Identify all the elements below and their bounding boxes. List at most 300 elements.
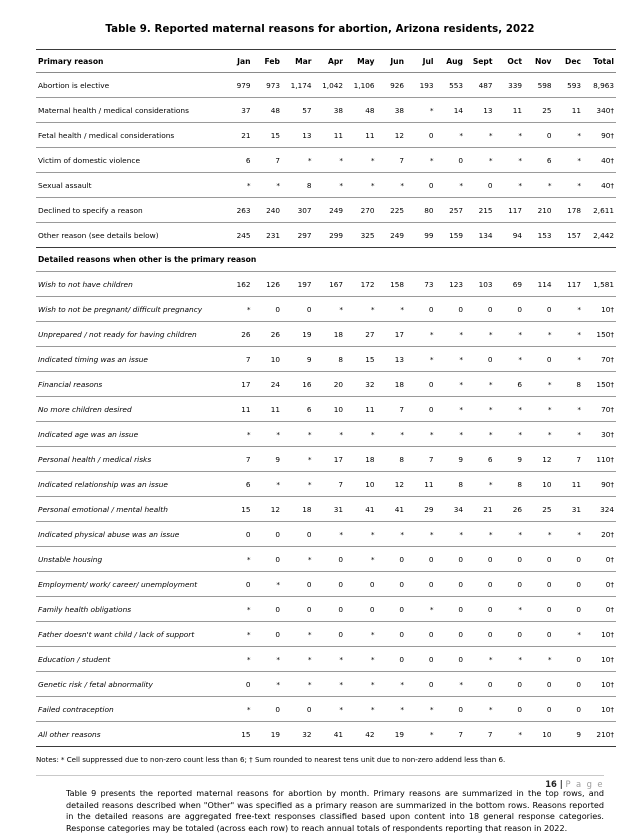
section-header-label: Detailed reasons when other is the primary reason xyxy=(36,248,616,272)
table-head xyxy=(36,50,616,73)
column-header-apr: Apr xyxy=(314,50,346,73)
table-cell: * xyxy=(524,397,554,422)
table-cell: * xyxy=(436,522,466,547)
table-cell: * xyxy=(282,148,314,173)
table-cell: * xyxy=(465,422,495,447)
table-row xyxy=(36,597,616,622)
table-cell: * xyxy=(554,173,584,198)
table-row xyxy=(36,397,616,422)
table-row xyxy=(36,198,616,223)
table-cell: * xyxy=(436,322,466,347)
table-cell: 2,611 xyxy=(583,198,616,223)
table-cell: 70† xyxy=(583,347,616,372)
table-cell: * xyxy=(345,422,377,447)
table-cell: 114 xyxy=(524,272,554,297)
table-cell: 1,106 xyxy=(345,73,377,98)
narrative-paragraph: Table 9 presents the reported maternal reasons for abortion by month. Primary reasons are summarized in the top rows, and detailed reasons described when "Other" was specified as a primary reason are summarized in the bottom rows. Reasons reported in the detailed reasons are aggregated free-text responses classified based upon content into 18 general response categories. Response categories may be totaled (across each row) to reach annual totals of respondents reporting that reason in 2022. xyxy=(66,788,604,833)
table-cell: 117 xyxy=(554,272,584,297)
page-footer xyxy=(36,775,604,789)
table-cell: 0 xyxy=(282,297,314,322)
table-cell: 0 xyxy=(406,547,436,572)
table-cell: * xyxy=(554,622,584,647)
table-cell: 9 xyxy=(554,722,584,747)
table-cell: * xyxy=(377,672,407,697)
table-row xyxy=(36,223,616,248)
table-cell: 270 xyxy=(345,198,377,223)
table-cell: 0 xyxy=(465,173,495,198)
table-cell: * xyxy=(465,372,495,397)
table-cell: * xyxy=(223,647,253,672)
column-header-feb: Feb xyxy=(253,50,283,73)
table-cell: * xyxy=(345,522,377,547)
table-cell: 0 xyxy=(554,572,584,597)
table-cell: 0 xyxy=(406,372,436,397)
table-cell: * xyxy=(253,672,283,697)
table-cell: 0 xyxy=(406,622,436,647)
table-cell: 21 xyxy=(223,123,253,148)
table-cell: * xyxy=(554,397,584,422)
table-cell: 6 xyxy=(524,148,554,173)
row-label: Unstable housing xyxy=(36,547,223,572)
row-label: Other reason (see details below) xyxy=(36,223,223,248)
table-cell: * xyxy=(406,322,436,347)
table-cell: 0 xyxy=(377,547,407,572)
table-cell: * xyxy=(495,123,525,148)
table-cell: 0 xyxy=(524,297,554,322)
table-cell: 0 xyxy=(314,597,346,622)
table-cell: 245 xyxy=(223,223,253,248)
table-cell: 197 xyxy=(282,272,314,297)
table-cell: * xyxy=(282,422,314,447)
table-cell: 7 xyxy=(223,347,253,372)
row-label: Indicated age was an issue xyxy=(36,422,223,447)
table-cell: * xyxy=(465,397,495,422)
table-cell: 210† xyxy=(583,722,616,747)
table-cell: 324 xyxy=(583,497,616,522)
table-cell: 18 xyxy=(377,372,407,397)
table-cell: 10† xyxy=(583,647,616,672)
table-cell: * xyxy=(345,647,377,672)
table-cell: * xyxy=(406,722,436,747)
table-cell: 0 xyxy=(465,622,495,647)
table-cell: 11 xyxy=(406,472,436,497)
table-cell: * xyxy=(436,173,466,198)
table-cell: 99 xyxy=(406,223,436,248)
row-label: Personal emotional / mental health xyxy=(36,497,223,522)
table-cell: * xyxy=(314,522,346,547)
table-cell: 80 xyxy=(406,198,436,223)
table-cell: 593 xyxy=(554,73,584,98)
table-cell: * xyxy=(554,522,584,547)
table-cell: 10† xyxy=(583,672,616,697)
table-row xyxy=(36,123,616,148)
table-cell: 158 xyxy=(377,272,407,297)
table-row xyxy=(36,572,616,597)
table-cell: * xyxy=(406,347,436,372)
table-cell: 9 xyxy=(436,447,466,472)
table-body xyxy=(36,73,616,747)
row-label: Wish to not be pregnant/ difficult pregnancy xyxy=(36,297,223,322)
table-container xyxy=(0,49,640,747)
table-cell: * xyxy=(253,173,283,198)
table-cell: 90† xyxy=(583,472,616,497)
table-cell: 7 xyxy=(436,722,466,747)
table-cell: 27 xyxy=(345,322,377,347)
table-cell: 69 xyxy=(495,272,525,297)
table-cell: 9 xyxy=(495,447,525,472)
table-cell: 162 xyxy=(223,272,253,297)
table-cell: 0 xyxy=(554,697,584,722)
table-cell: * xyxy=(314,173,346,198)
column-header-reason: Primary reason xyxy=(36,50,223,73)
table-cell: * xyxy=(406,597,436,622)
table-cell: 0 xyxy=(253,297,283,322)
table-cell: * xyxy=(282,447,314,472)
table-cell: 13 xyxy=(465,98,495,123)
table-cell: 13 xyxy=(282,123,314,148)
table-cell: 0 xyxy=(406,173,436,198)
table-cell: 11 xyxy=(495,98,525,123)
table-cell: 0 xyxy=(314,572,346,597)
table-cell: 178 xyxy=(554,198,584,223)
table-cell: 0 xyxy=(436,597,466,622)
table-cell: 0 xyxy=(495,297,525,322)
table-cell: 0 xyxy=(282,572,314,597)
table-cell: 10† xyxy=(583,622,616,647)
table-cell: 8 xyxy=(282,173,314,198)
table-cell: * xyxy=(282,472,314,497)
table-cell: 11 xyxy=(223,397,253,422)
row-label: Genetic risk / fetal abnormality xyxy=(36,672,223,697)
table-cell: 0 xyxy=(377,597,407,622)
table-cell: 73 xyxy=(406,272,436,297)
table-cell: * xyxy=(223,622,253,647)
table-cell: 8 xyxy=(554,372,584,397)
table-cell: * xyxy=(345,148,377,173)
table-cell: 21 xyxy=(465,497,495,522)
table-cell: * xyxy=(495,597,525,622)
table-cell: 6 xyxy=(223,472,253,497)
row-label: Financial reasons xyxy=(36,372,223,397)
row-label: Indicated physical abuse was an issue xyxy=(36,522,223,547)
row-label: Wish to not have children xyxy=(36,272,223,297)
column-header-jul: Jul xyxy=(406,50,436,73)
table-row xyxy=(36,98,616,123)
table-cell: 7 xyxy=(253,148,283,173)
table-cell: 0 xyxy=(282,597,314,622)
table-cell: 134 xyxy=(465,223,495,248)
table-row xyxy=(36,472,616,497)
table-cell: 0 xyxy=(465,672,495,697)
table-cell: * xyxy=(314,647,346,672)
row-label: Abortion is elective xyxy=(36,73,223,98)
row-label: Father doesn't want child / lack of support xyxy=(36,622,223,647)
row-label: All other reasons xyxy=(36,722,223,747)
table-cell: 0 xyxy=(436,572,466,597)
table-cell: * xyxy=(377,522,407,547)
table-cell: 1,042 xyxy=(314,73,346,98)
table-cell: * xyxy=(377,173,407,198)
table-cell: 7 xyxy=(465,722,495,747)
table-cell: 41 xyxy=(345,497,377,522)
column-header-aug: Aug xyxy=(436,50,466,73)
table-cell: 8 xyxy=(436,472,466,497)
table-cell: 126 xyxy=(253,272,283,297)
table-cell: 19 xyxy=(253,722,283,747)
page-label: P a g e xyxy=(565,779,604,789)
table-cell: 70† xyxy=(583,397,616,422)
table-cell: * xyxy=(282,622,314,647)
table-row xyxy=(36,73,616,98)
table-cell: * xyxy=(554,123,584,148)
table-cell: 12 xyxy=(377,472,407,497)
table-cell: * xyxy=(282,547,314,572)
table-cell: 26 xyxy=(253,322,283,347)
table-cell: 0 xyxy=(436,547,466,572)
column-header-mar: Mar xyxy=(282,50,314,73)
table-cell: * xyxy=(223,173,253,198)
table-cell: 0 xyxy=(524,697,554,722)
table-cell: 38 xyxy=(314,98,346,123)
table-cell: * xyxy=(345,297,377,322)
table-cell: 40† xyxy=(583,173,616,198)
table-cell: * xyxy=(524,173,554,198)
table-cell: 167 xyxy=(314,272,346,297)
table-cell: 18 xyxy=(314,322,346,347)
row-label: Indicated relationship was an issue xyxy=(36,472,223,497)
table-cell: 7 xyxy=(223,447,253,472)
table-cell: * xyxy=(465,472,495,497)
table-cell: 8 xyxy=(495,472,525,497)
table-cell: 16 xyxy=(282,372,314,397)
table-cell: 6 xyxy=(223,148,253,173)
table-cell: * xyxy=(495,647,525,672)
table-cell: 0 xyxy=(465,572,495,597)
table-cell: 0 xyxy=(377,622,407,647)
table-cell: 0 xyxy=(345,572,377,597)
table-cell: 6 xyxy=(282,397,314,422)
table-cell: 17 xyxy=(314,447,346,472)
row-label: Fetal health / medical considerations xyxy=(36,123,223,148)
table-cell: 0 xyxy=(253,597,283,622)
table-cell: 103 xyxy=(465,272,495,297)
table-cell: 973 xyxy=(253,73,283,98)
table-row xyxy=(36,422,616,447)
table-cell: 0 xyxy=(436,297,466,322)
table-cell: 19 xyxy=(377,722,407,747)
table-cell: 14 xyxy=(436,98,466,123)
table-cell: 42 xyxy=(345,722,377,747)
table-cell: 57 xyxy=(282,98,314,123)
table-cell: 11 xyxy=(345,123,377,148)
table-cell: 193 xyxy=(406,73,436,98)
table-cell: 0 xyxy=(436,148,466,173)
table-row xyxy=(36,522,616,547)
table-cell: 0 xyxy=(465,347,495,372)
table-cell: 11 xyxy=(554,472,584,497)
table-cell: * xyxy=(436,372,466,397)
table-cell: 38 xyxy=(377,98,407,123)
table-cell: * xyxy=(554,322,584,347)
table-cell: 10 xyxy=(524,722,554,747)
table-cell: 0 xyxy=(436,622,466,647)
table-cell: 7 xyxy=(314,472,346,497)
table-row xyxy=(36,148,616,173)
column-header-jan: Jan xyxy=(223,50,253,73)
table-cell: * xyxy=(314,148,346,173)
table-cell: 150† xyxy=(583,372,616,397)
table-cell: 10 xyxy=(253,347,283,372)
reasons-table xyxy=(36,49,616,747)
table-cell: 18 xyxy=(282,497,314,522)
table-cell: 249 xyxy=(377,223,407,248)
table-cell: 340† xyxy=(583,98,616,123)
row-label: Family health obligations xyxy=(36,597,223,622)
table-cell: 11 xyxy=(345,397,377,422)
table-cell: 1,174 xyxy=(282,73,314,98)
column-header-dec: Dec xyxy=(554,50,584,73)
table-cell: 0 xyxy=(554,672,584,697)
table-cell: 7 xyxy=(406,447,436,472)
table-cell: 18 xyxy=(345,447,377,472)
table-cell: 10 xyxy=(345,472,377,497)
table-cell: 0 xyxy=(554,597,584,622)
table-cell: 0† xyxy=(583,597,616,622)
table-cell: 0† xyxy=(583,572,616,597)
table-cell: 31 xyxy=(554,497,584,522)
table-cell: 0 xyxy=(406,297,436,322)
table-cell: 0 xyxy=(524,672,554,697)
table-header-row xyxy=(36,50,616,73)
table-cell: 0 xyxy=(223,672,253,697)
table-cell: 0 xyxy=(495,622,525,647)
table-cell: 172 xyxy=(345,272,377,297)
table-cell: 159 xyxy=(436,223,466,248)
table-cell: * xyxy=(253,647,283,672)
table-cell: 110† xyxy=(583,447,616,472)
table-row xyxy=(36,672,616,697)
table-cell: 0 xyxy=(314,622,346,647)
table-cell: 0 xyxy=(495,672,525,697)
table-cell: * xyxy=(495,148,525,173)
table-cell: * xyxy=(495,722,525,747)
table-cell: 157 xyxy=(554,223,584,248)
table-cell: 12 xyxy=(377,123,407,148)
table-cell: * xyxy=(314,297,346,322)
table-cell: 0 xyxy=(495,697,525,722)
column-header-jun: Jun xyxy=(377,50,407,73)
table-cell: 150† xyxy=(583,322,616,347)
table-cell: 210 xyxy=(524,198,554,223)
table-cell: 9 xyxy=(253,447,283,472)
table-row xyxy=(36,173,616,198)
table-cell: 26 xyxy=(223,322,253,347)
column-header-total: Total xyxy=(583,50,616,73)
table-cell: 0 xyxy=(524,572,554,597)
table-cell: 0 xyxy=(253,522,283,547)
table-cell: * xyxy=(253,472,283,497)
table-cell: 117 xyxy=(495,198,525,223)
table-cell: 297 xyxy=(282,223,314,248)
table-cell: * xyxy=(436,347,466,372)
table-cell: * xyxy=(524,647,554,672)
table-row xyxy=(36,447,616,472)
table-cell: * xyxy=(223,422,253,447)
table-cell: * xyxy=(524,422,554,447)
table-cell: 25 xyxy=(524,98,554,123)
table-row xyxy=(36,547,616,572)
table-cell: 24 xyxy=(253,372,283,397)
table-cell: 15 xyxy=(223,497,253,522)
table-cell: * xyxy=(314,422,346,447)
table-cell: 8 xyxy=(377,447,407,472)
table-cell: 0 xyxy=(253,622,283,647)
table-cell: 0 xyxy=(524,622,554,647)
row-label: Unprepared / not ready for having children xyxy=(36,322,223,347)
table-row xyxy=(36,622,616,647)
table-cell: * xyxy=(465,647,495,672)
table-cell: 0 xyxy=(223,522,253,547)
table-cell: 1,581 xyxy=(583,272,616,297)
table-cell: 25 xyxy=(524,497,554,522)
table-cell: 90† xyxy=(583,123,616,148)
table-cell: 339 xyxy=(495,73,525,98)
table-cell: 0 xyxy=(406,572,436,597)
row-label: Declined to specify a reason xyxy=(36,198,223,223)
row-label: Maternal health / medical considerations xyxy=(36,98,223,123)
table-cell: 15 xyxy=(253,123,283,148)
table-cell: 8,963 xyxy=(583,73,616,98)
table-cell: * xyxy=(495,522,525,547)
table-cell: * xyxy=(253,422,283,447)
table-cell: 7 xyxy=(377,148,407,173)
table-row xyxy=(36,647,616,672)
table-row xyxy=(36,297,616,322)
table-cell: * xyxy=(554,422,584,447)
table-cell: 40† xyxy=(583,148,616,173)
table-cell: 31 xyxy=(314,497,346,522)
table-cell: * xyxy=(436,672,466,697)
table-cell: 20 xyxy=(314,372,346,397)
table-cell: * xyxy=(406,522,436,547)
table-cell: 215 xyxy=(465,198,495,223)
table-cell: * xyxy=(314,672,346,697)
notes-text: * Cell suppressed due to non-zero count less than 6; † Sum rounded to nearest tens unit due to non-zero addend less than 6. xyxy=(60,755,506,765)
table-cell: 20† xyxy=(583,522,616,547)
table-cell: 0 xyxy=(524,347,554,372)
table-cell: 48 xyxy=(345,98,377,123)
table-cell: 0 xyxy=(253,547,283,572)
table-cell: 32 xyxy=(282,722,314,747)
table-cell: 231 xyxy=(253,223,283,248)
table-cell: 15 xyxy=(345,347,377,372)
table-cell: 10 xyxy=(524,472,554,497)
table-cell: 0 xyxy=(554,547,584,572)
row-label: Education / student xyxy=(36,647,223,672)
table-cell: 0 xyxy=(345,597,377,622)
table-cell: * xyxy=(495,397,525,422)
table-cell: * xyxy=(436,397,466,422)
table-cell: 10 xyxy=(314,397,346,422)
table-cell: 34 xyxy=(436,497,466,522)
table-cell: 926 xyxy=(377,73,407,98)
table-cell: 123 xyxy=(436,272,466,297)
table-cell: 0 xyxy=(524,123,554,148)
table-cell: 0 xyxy=(406,647,436,672)
table-cell: * xyxy=(436,123,466,148)
notes-label: Notes: xyxy=(36,755,59,765)
table-cell: * xyxy=(554,347,584,372)
